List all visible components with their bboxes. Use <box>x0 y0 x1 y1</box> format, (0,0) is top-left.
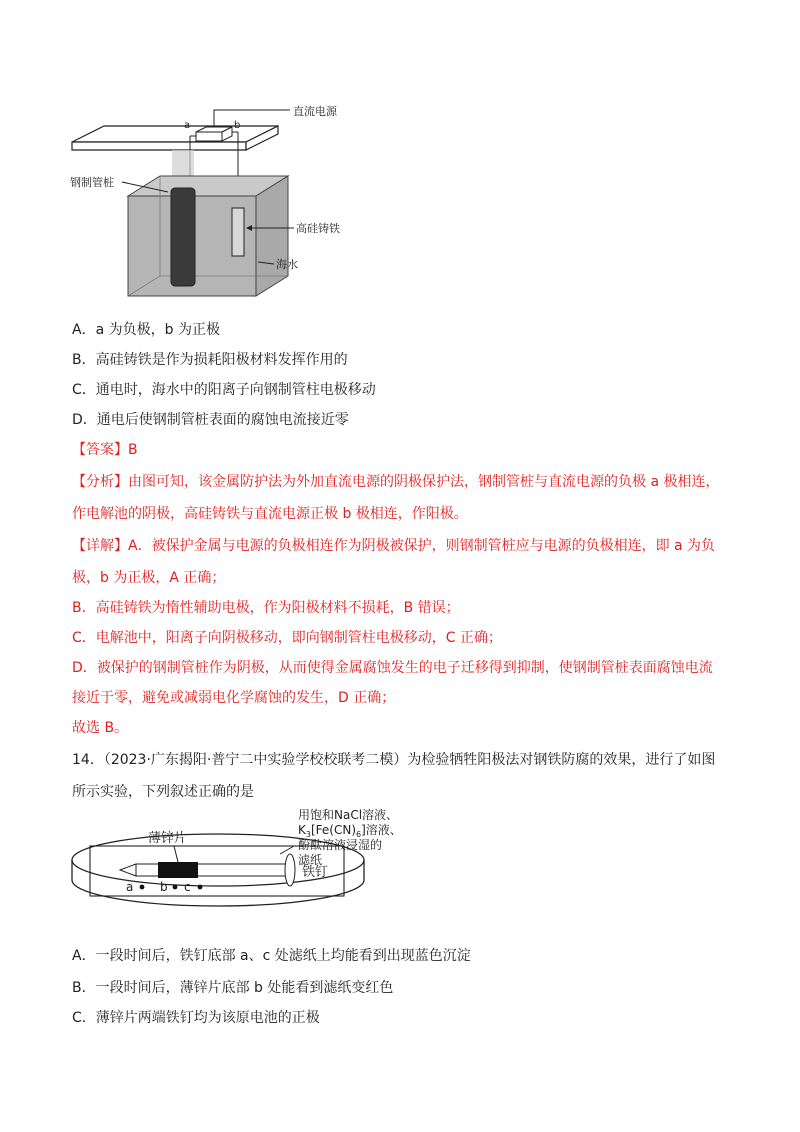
solution-label-3: 酚酞溶液浸湿的 <box>298 838 383 852</box>
q13-answer: 【答案】B <box>72 442 138 458</box>
point-a-label: a <box>126 880 134 894</box>
power-box-front <box>196 132 222 141</box>
q13-detail-line-2: 极，b 为正极，A 正确； <box>72 570 226 586</box>
power-leader <box>214 110 290 127</box>
q13-detail-line-1: 【详解】A．被保护金属与电源的负极相连作为阴极被保护，则钢制管桩应与电源的负极相连，即 a 为负 <box>72 538 716 554</box>
zinc-strip <box>158 862 198 878</box>
nail-tip <box>120 864 136 876</box>
solution-label-1: 用饱和NaCl溶液、 <box>298 808 399 822</box>
power-board <box>72 126 278 142</box>
point-c <box>198 885 203 890</box>
tank-side <box>256 176 288 296</box>
solution-leader <box>280 846 294 854</box>
point-a <box>140 885 145 890</box>
figure-cathodic-protection <box>68 96 368 306</box>
nail-head <box>285 854 295 886</box>
solution-label-2: $K_3[Fe(CN)_6]$溶液、 <box>298 823 402 839</box>
water-label: 海水 <box>276 258 298 271</box>
q13-option-c: C．通电时，海水中的阳离子向钢制管柱电极移动 <box>72 382 376 398</box>
q14-option-b: B．一段时间后，薄锌片底部 b 处能看到滤纸变红色 <box>72 980 394 996</box>
terminal-b-label: b <box>234 120 241 131</box>
zinc-label: 薄锌片 <box>148 831 188 846</box>
nail-label: 铁钉 <box>302 865 329 880</box>
q14-stem-line-1: 14．（2023·广东揭阳·普宁二中实验学校校联考二模）为检验牺牲阳极法对钢铁防腐的效果，进行了如图 <box>72 752 716 768</box>
q13-option-a: A．a 为负极，b 为正极 <box>72 322 220 338</box>
q14-option-c: C．薄锌片两端铁钉均为该原电池的正极 <box>72 1010 320 1026</box>
q13-detail-line-6: 接近于零，避免或减弱电化学腐蚀的发生，D 正确； <box>72 690 396 706</box>
q13-detail-line-3: B．高硅铸铁为惰性辅助电极，作为阳极材料不损耗，B 错误； <box>72 600 460 616</box>
power-board-edge <box>72 142 246 150</box>
power-label: 直流电源 <box>293 105 337 118</box>
point-b <box>173 885 178 890</box>
q13-option-b: B．高硅铸铁是作为损耗阳极材料发挥作用的 <box>72 352 348 368</box>
q13-detail-line-7: 故选 B。 <box>72 720 129 736</box>
q14-stem-line-2: 所示实验，下列叙述正确的是 <box>72 784 254 800</box>
steel-pile <box>171 188 195 286</box>
figure-petri-dish <box>68 806 448 938</box>
pile-label: 钢制管桩 <box>70 176 114 189</box>
q13-analysis-line-2: 作电解池的阴极，高硅铸铁与直流电源正极 b 极相连，作阳极。 <box>72 506 468 522</box>
q14-option-a: A．一段时间后，铁钉底部 a、c 处滤纸上均能看到出现蓝色沉淀 <box>72 948 471 964</box>
terminal-a-label: a <box>184 120 191 131</box>
zinc-leader <box>174 846 178 862</box>
q13-detail-line-5: D．被保护的钢制管桩作为阴极，从而使得金属腐蚀发生的电子迁移得到抑制，使钢制管桩表面腐蚀电流 <box>72 660 713 676</box>
q13-option-d: D．通电后使钢制管桩表面的腐蚀电流接近零 <box>72 412 349 428</box>
anode-label: 高硅铸铁 <box>296 222 340 235</box>
solution-label-4: 滤纸 <box>298 853 323 867</box>
point-c-label: c <box>184 880 191 894</box>
cast-iron-anode <box>232 208 244 256</box>
q13-analysis-line-1: 【分析】由图可知，该金属防护法为外加直流电源的阴极保护法，钢制管桩与直流电源的负极 a 极相连， <box>72 474 720 490</box>
point-b-label: b <box>160 880 168 894</box>
q13-detail-line-4: C．电解池中，阳离子向阴极移动，即向钢制管柱电极移动，C 正确； <box>72 630 502 646</box>
